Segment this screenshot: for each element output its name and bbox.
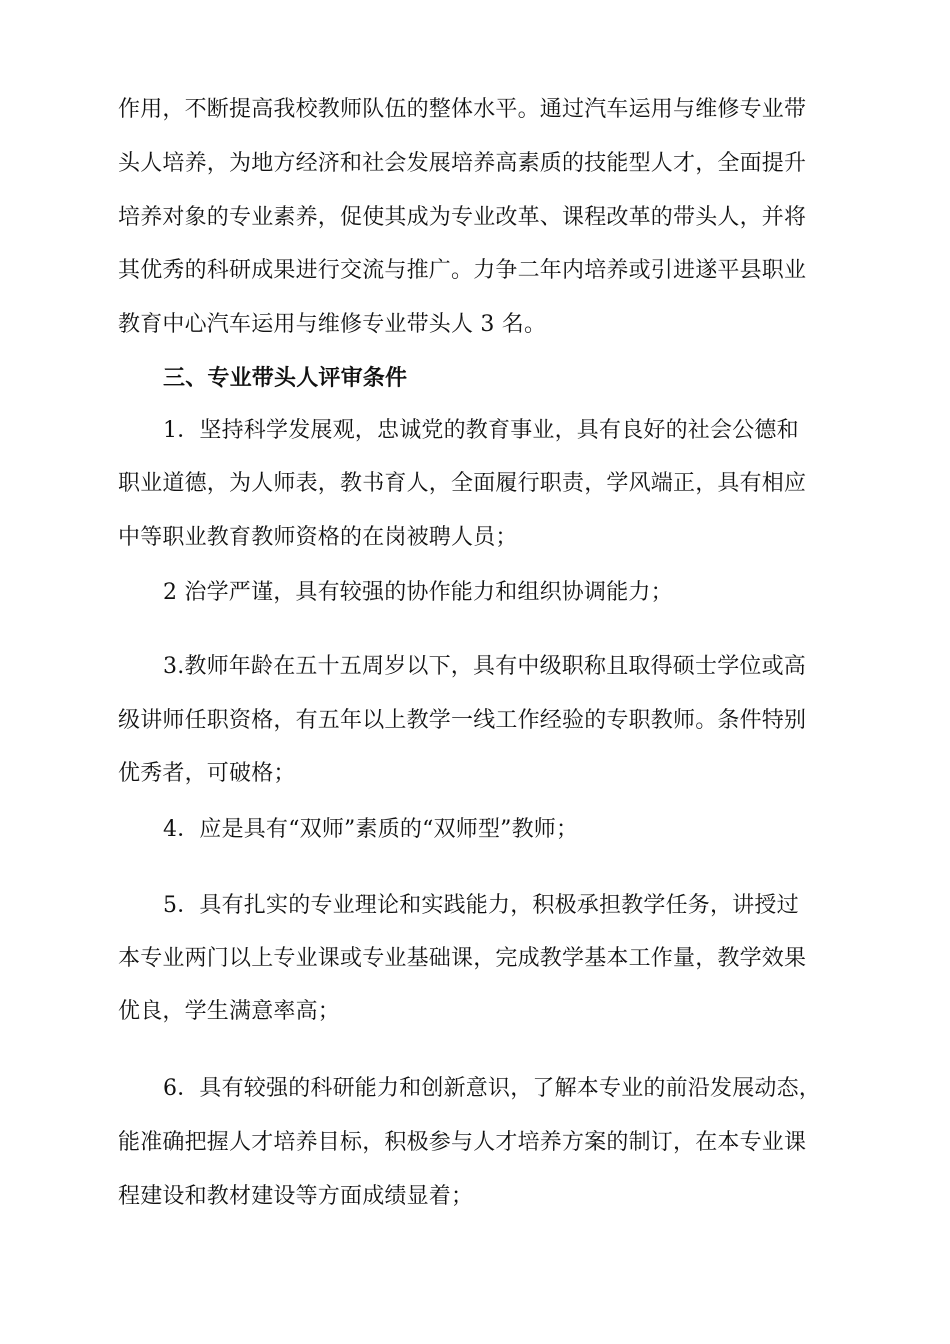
text-line: 培养对象的专业素养，促使其成为专业改革、课程改革的带头人，并将 xyxy=(118,205,807,230)
text-line: 作用，不断提高我校教师队伍的整体水平。通过汽车运用与维修专业带 xyxy=(118,97,807,122)
text-line: 2 治学严谨，具有较强的协作能力和组织协调能力； xyxy=(163,580,673,605)
text-line: 优秀者，可破格； xyxy=(118,761,296,786)
text-line: 程建设和教材建设等方面成绩显着； xyxy=(118,1184,474,1209)
text-line: 其优秀的科研成果进行交流与推广。力争二年内培养或引进遂平县职业 xyxy=(118,258,807,283)
text-line: 头人培养，为地方经济和社会发展培养高素质的技能型人才，全面提升 xyxy=(118,151,807,176)
text-line: 教育中心汽车运用与维修专业带头人 3 名。 xyxy=(118,312,547,337)
text-line: 5．具有扎实的专业理论和实践能力，积极承担教学任务，讲授过 xyxy=(163,893,799,918)
text-line: 6．具有较强的科研能力和创新意识，了解本专业的前沿发展动态， xyxy=(163,1076,821,1101)
section-heading: 三、专业带头人评审条件 xyxy=(163,365,408,391)
text-line: 能准确把握人才培养目标，积极参与人才培养方案的制订，在本专业课 xyxy=(118,1130,807,1155)
text-line: 3.教师年龄在五十五周岁以下，具有中级职称且取得硕士学位或高 xyxy=(163,654,806,679)
text-line: 职业道德，为人师表，教书育人，全面履行职责，学风端正，具有相应 xyxy=(118,471,807,496)
text-line: 4．应是具有“双师”素质的“双师型”教师； xyxy=(163,817,579,842)
text-line: 级讲师任职资格，有五年以上教学一线工作经验的专职教师。条件特别 xyxy=(118,708,807,733)
text-line: 优良，学生满意率高； xyxy=(118,999,341,1024)
text-line: 1．坚持科学发展观，忠诚党的教育事业，具有良好的社会公德和 xyxy=(163,418,799,443)
text-line: 本专业两门以上专业课或专业基础课，完成教学基本工作量，教学效果 xyxy=(118,946,807,971)
text-line: 中等职业教育教师资格的在岗被聘人员； xyxy=(118,525,518,550)
